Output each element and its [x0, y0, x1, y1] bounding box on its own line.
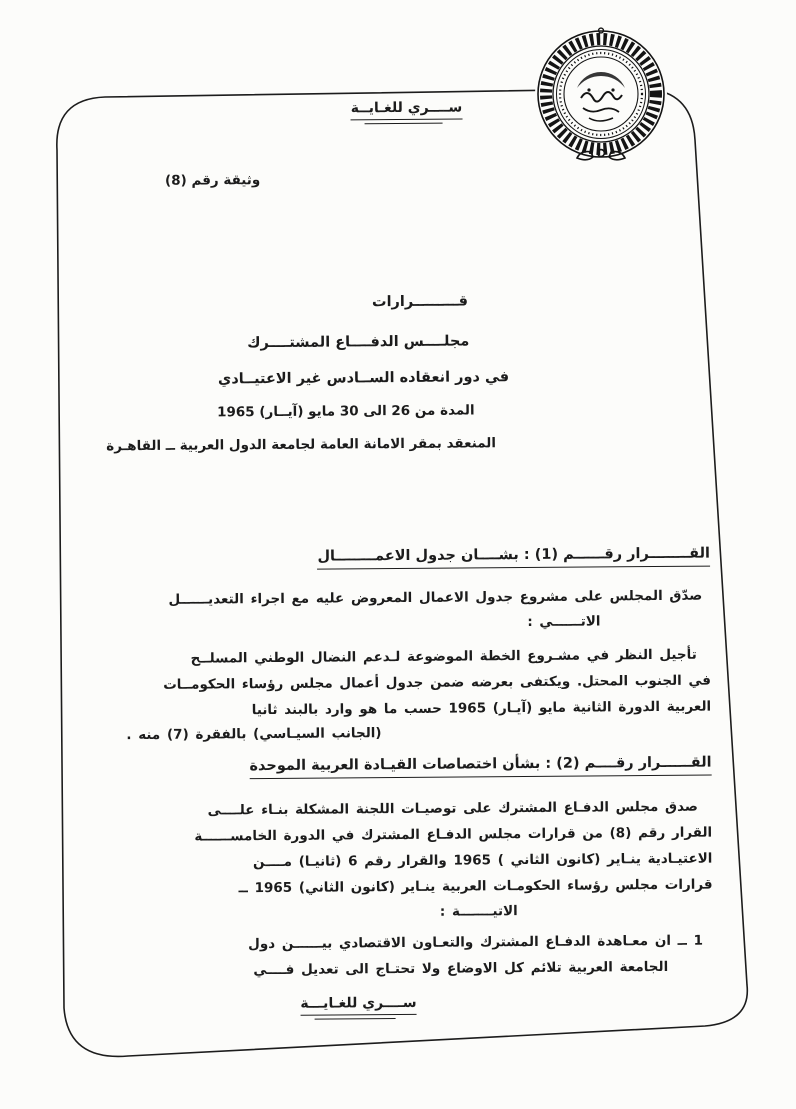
decision-1-para-2-line-1: تأجيل النظر في مشـروع الخطة الموضوعة لـدعم النضال الوطني المسلــح — [190, 646, 697, 667]
decision-1-para-2-line-2: في الجنوب المحتل. ويكتفى بعرضه ضمن جدول أعمال مجلس رؤساء الحكومــات — [163, 672, 712, 693]
decision-2-para-1-line-1: صدق مجلس الدفـاع المشترك على توصيـات اللجنة المشكلة بنـاء علــــى — [207, 798, 699, 819]
title-line-session: في دور انعقاده الســادس غير الاعتيــادي — [217, 369, 510, 388]
decision-2-item-1-line-1: 1 ــ ان معـاهدة الدفـاع المشترك والتعـاون الاقتصادي بيــــــن دول — [248, 932, 704, 953]
decision-1-heading-text: القــــــــرار رقــــــم (1) : بشــــان جدول الاعمــــــــال — [317, 546, 710, 570]
decision-1-para-1-line-2: الاتــــــي : — [527, 613, 601, 631]
decision-1-para-1-line-1: صدّق المجلس على مشروع جدول الاعمال المعروض عليه مع اجراء التعديــــــل — [168, 587, 703, 608]
classification-banner-bottom — [278, 995, 438, 1016]
decision-2-para-1-line-3: الاعتيـادية ينـاير (كانون الثاني ) 1965 والقرار رقم 6 (ثانيـا) مــــن — [252, 850, 713, 871]
decision-2-heading-text: القــــــرار رقــــم (2) : بشأن اختصاصات القيـادة العربية الموحدة — [249, 755, 711, 780]
decision-1-para-2-line-4: (الجانب السيـاسي) بالفقرة (7) منه . — [126, 725, 382, 744]
document-number: وثيقة رقم (8) — [164, 172, 261, 189]
classification-bottom-text: ســــري للغـايـــة — [300, 995, 416, 1016]
decision-2-heading — [249, 755, 711, 780]
title-line-council: مجلــــس الدفــــاع المشتــــرك — [247, 333, 470, 352]
title-line-decisions: قـــــــــرارات — [371, 293, 469, 311]
title-line-venue: المنعقد بمقر الامانة العامة لجامعة الدول العربية ــ القاهـرة — [106, 435, 496, 455]
classification-banner-top — [326, 99, 486, 120]
classification-top-text: ســــري للغـايــة — [351, 99, 463, 120]
decision-2-para-1-line-4: قرارات مجلس رؤساء الحكومـات العربية ينـاير (كانون الثاني) 1965 ــ — [238, 876, 713, 897]
decision-2-para-1-line-2: القرار رقم (8) من قرارات مجلس الدفـاع المشترك في الدورة الخامســــــة — [194, 824, 713, 845]
decision-1-heading — [317, 546, 710, 570]
decision-1-para-2-line-3: العربية الدورة الثانية مايو (آيـار) 1965 حسب ما هو وارد بالبند ثانيا — [251, 698, 712, 719]
decision-2-item-1-line-2: الجامعة العربية تلائم كل الاوضاع ولا تحتـاج الى تعديل فــــي — [253, 958, 669, 979]
title-line-dates: المدة من 26 الى 30 مايو (آيــار) 1965 — [217, 402, 475, 421]
decision-2-para-1-line-5: الاتيـــــــة : — [439, 903, 518, 920]
